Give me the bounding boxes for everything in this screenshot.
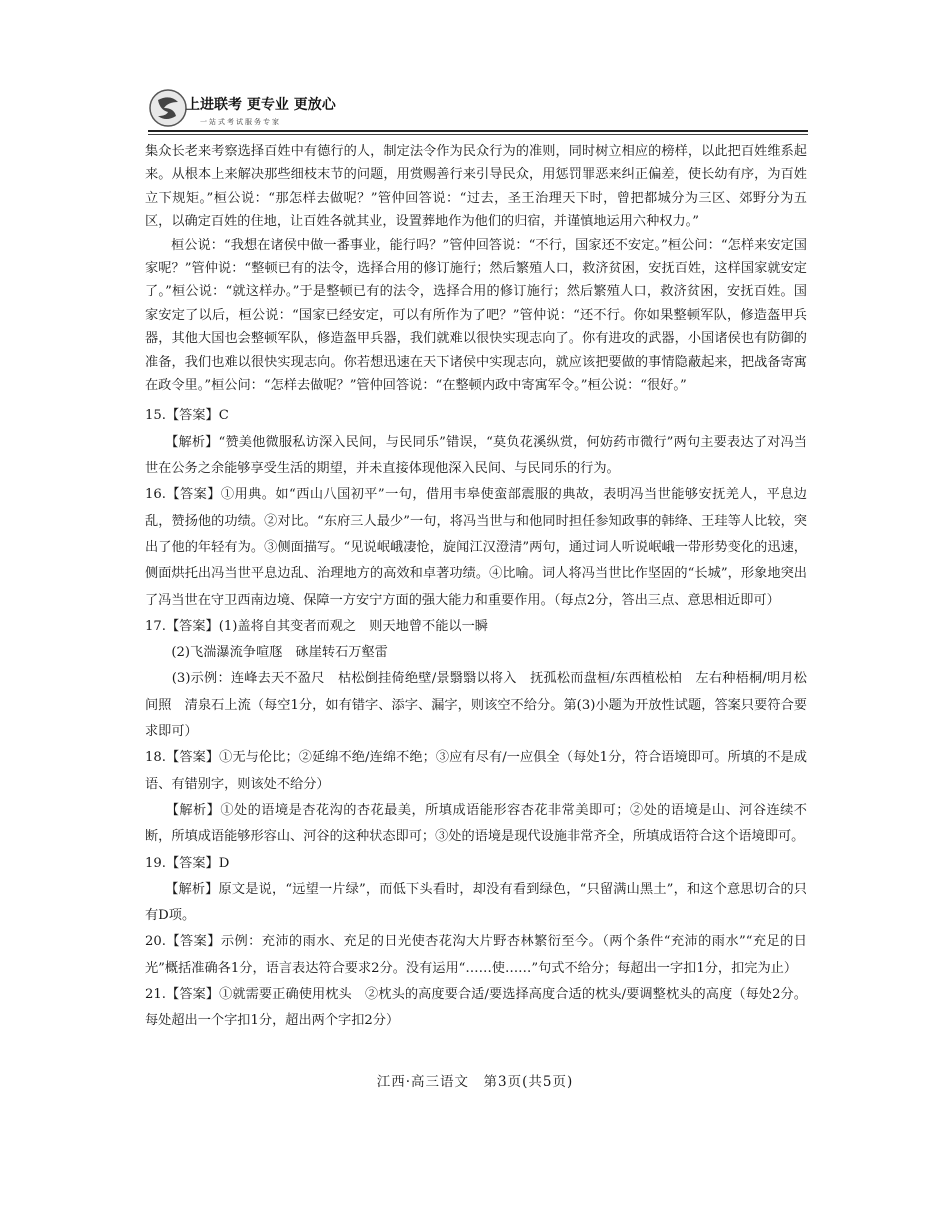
logo-tagline: 一站式考试服务专家 [200, 118, 281, 126]
answer-line: 19.【答案】D [145, 855, 230, 871]
answer-line: (2)飞湍瀑流争喧豗 砯崖转石万壑雷 [145, 645, 388, 661]
header-divider [148, 130, 808, 132]
answer-line: 15.【答案】C [145, 408, 229, 424]
answer-16 [145, 482, 807, 613]
analysis-line: 【解析】“赞美他微服私访深入民间，与民同乐”错误，“莫负花溪纵赏，何妨药市微行”两句主要表达了对冯当世在公务之余能够享受生活的期望，并未直接体现他深入民间、与民同乐的行为。 [145, 434, 807, 477]
publisher-logo-icon [148, 88, 188, 128]
answer-19 [145, 851, 807, 930]
answer-line: 18.【答案】①无与伦比；②延绵不绝/连绵不绝；③应有尽有/一应俱全（每处1分，符合语境即可。所填的不是成语、有错别字，则该处不给分） [145, 750, 807, 792]
page-content [145, 140, 807, 1035]
answer-line: (3)示例：连峰去天不盈尺 枯松倒挂倚绝壁/景翳翳以将入 抚孤松而盘桓/东西植松柏 左右种梧桐/明月松间照 清泉石上流（每空1分，如有错字、添字、漏字，则该空不给分。第(3)小题为开放性试题，答案只要符合要求即可） [145, 671, 807, 740]
answer-line: 16.【答案】①用典。如“西山八国初平”一句，借用韦皋使蛮部震服的典故，表明冯当世能够安抚羌人，平息边乱，赞扬他的功绩。②对比。“东府三人最少”一句，将冯当世与和他同时担任参知政事的韩绛、王珪等人比较，突出了他的年轻有为。③侧面描写。“见说岷峨凄怆，旋闻江汉澄清”两句，通过词人听说岷峨一带形势变化的迅速，侧面烘托出冯当世平息边乱、治理地方的高效和卓著功绩。④比喻。词人将冯当世比作坚固的“长城”，形象地突出了冯当世在守卫西南边境、保障一方安宁方面的强大能力和重要作用。（每点2分，答出三点、意思相近即可） [145, 487, 807, 608]
page-footer: 江西·高三语文 第3页(共5页) [376, 1074, 574, 1090]
answer-line: 21.【答案】①就需要正确使用枕头 ②枕头的高度要合适/要选择高度合适的枕头/要调整枕头的高度（每处2分。每处超出一个字扣1分，超出两个字扣2分） [145, 987, 807, 1029]
header-divider-thin [148, 134, 808, 135]
answer-18 [145, 745, 807, 850]
analysis-line: 【解析】原文是说，“远望一片绿”，而低下头看时，却没有看到绿色，“只留满山黑土”，和这个意思切合的只有D项。 [145, 881, 807, 924]
answer-15 [145, 403, 807, 482]
logo-slogan: 上进联考 更专业 更放心 [186, 97, 336, 113]
answer-20 [145, 929, 807, 982]
translation-paragraph: 桓公说：“我想在诸侯中做一番事业，能行吗？”管仲回答说：“不行，国家还不安定。”桓公问：“怎样来安定国家呢？”管仲说：“整顿已有的法令，选择合用的修订施行；然后繁殖人口，救济贫困，安抚百姓，这样国家就安定了。”桓公说：“就这样办。”于是整顿已有的法令，选择合用的修订施行；然后繁殖人口，救济贫困，安抚百姓。国家安定了以后，桓公说：“国家已经安定，可以有所作为了吧？”管仲说：“还不行。你如果整顿军队，修造盔甲兵器，其他大国也会整顿军队，修造盔甲兵器，我们就难以很快实现志向了。你有进攻的武器，小国诸侯也有防御的准备，我们也难以很快实现志向。你若想迅速在天下诸侯中实现志向，就应该把要做的事情隐蔽起来，把战备寄寓在政令里。”桓公问：“怎样去做呢？”管仲回答说：“在整顿内政中寄寓军令。”桓公说：“很好。” [145, 237, 807, 394]
translation-paragraph: 集众长老来考察选择百姓中有德行的人，制定法令作为民众行为的准则，同时树立相应的榜样，以此把百姓维系起来。从根本上来解决那些细枝末节的问题，用赏赐善行来引导民众，用惩罚罪恶来纠正偏差，使长幼有序，为百姓立下规矩。”桓公说：“那怎样去做呢？”管仲回答说：“过去，圣王治理天下时，曾把都城分为三区、郊野分为五区，以确定百姓的住地，让百姓各就其业，设置葬地作为他们的归宿，并谨慎地运用六种权力。” [145, 144, 807, 230]
answer-17 [145, 614, 807, 745]
analysis-line: 【解析】①处的语境是杏花沟的杏花最美，所填成语能形容杏花非常美即可；②处的语境是山、河谷连续不断，所填成语能够形容山、河谷的这种状态即可；③处的语境是现代设施非常齐全，所填成语符合这个语境即可。 [145, 802, 807, 845]
answer-line: 17.【答案】(1)盖将自其变者而观之 则天地曾不能以一瞬 [145, 618, 488, 634]
answer-21 [145, 982, 807, 1035]
answer-line: 20.【答案】示例：充沛的雨水、充足的日光使杏花沟大片野杏林繁衍至今。（两个条件“充沛的雨水”“充足的日光”概括准确各1分，语言表达符合要求2分。没有运用“……使……”句式不给分；每超出一字扣1分，扣完为止） [145, 934, 807, 976]
